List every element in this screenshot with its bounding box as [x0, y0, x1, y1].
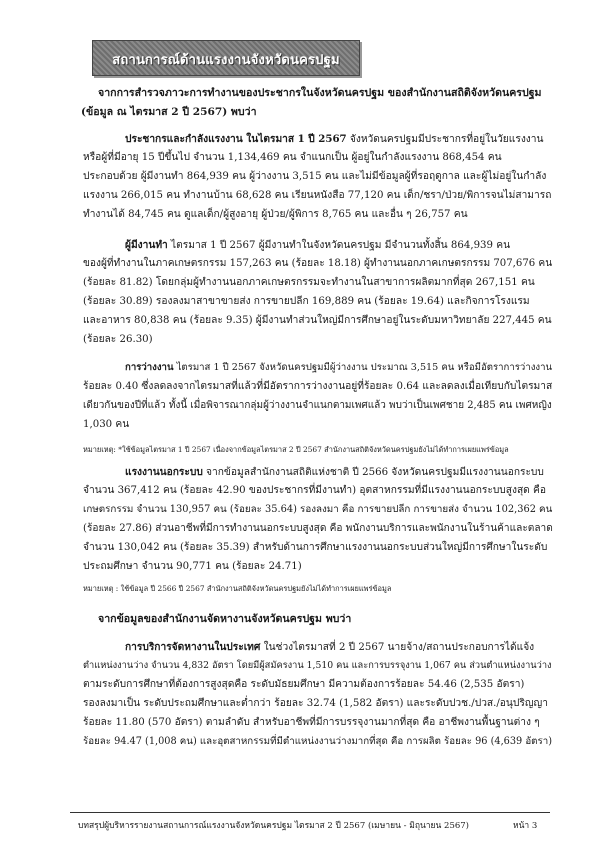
population-paragraph-line-5: ทำงานได้ 84,745 คน ดูแลเด็ก/ผู้สูงอายุ ผู้ป่วย/ผู้พิการ 8,765 คน และอื่น ๆ 26,757 คน [83, 209, 468, 220]
informal-labour-lead: แรงงานนอกระบบ [125, 466, 203, 478]
job-service-paragraph-line-6: ร้อยละ 94.47 (1,008 คน) และอุตสาหกรรมที่มีตำแหน่งงานว่างมากที่สุด คือ การผลิต ร้อยละ 96 (4,639 อัตรา) [83, 736, 552, 747]
informal-labour-paragraph-line-6: ประถมศึกษา จำนวน 90,771 คน (ร้อยละ 24.71) [83, 561, 302, 572]
page-number: หน้า 3 [513, 821, 538, 831]
employed-paragraph-line-1 [125, 235, 510, 256]
unemployment-paragraph-line-2: ร้อยละ 0.40 ซึ่งลดลงจากไตรมาสที่แล้วที่มีอัตราการว่างงานอยู่ที่ร้อยละ 0.64 และลดลงเมื่อเทียบกับไตรมาส [83, 381, 553, 392]
employed-paragraph-line-5: และอาหาร 80,838 คน (ร้อยละ 9.35) ผู้มีงานทำส่วนใหญ่มีการศึกษาอยู่ในระดับมหาวิทยาลัย 227,445 คน [83, 315, 552, 326]
population-l1-text: จังหวัดนครปฐมมีประชากรที่อยู่ในวัยแรงงาน [346, 134, 544, 145]
informal-labour-paragraph-line-3: เกษตรกรรม จำนวน 130,957 คน (ร้อยละ 35.64) รองลงมา คือ การขายปลีก การขายส่ง จำนวน 102,362 คน [83, 504, 553, 515]
informal-labour-paragraph-line-1 [125, 462, 544, 483]
footer-divider [70, 812, 550, 813]
banner-title: สถานการณ์ด้านแรงงานจังหวัดนครปฐม [112, 53, 340, 68]
footnote-informal-labour: หมายเหตุ : ใช้ข้อมูล ปี 2566 ปี 2567 สำนักงานสถิติจังหวัดนครปฐมยังไม่ได้ทำการเผยแพร่ข้อมูล [83, 584, 392, 593]
informal-labour-paragraph-line-5: จำนวน 130,042 คน (ร้อยละ 35.39) สำหรับด้านการศึกษาแรงงานนอกระบบส่วนใหญ่มีการศึกษาในระดับ [83, 542, 548, 553]
employed-paragraph-line-2: ของผู้ที่ทำงานในภาคเกษตรกรรม 157,263 คน (ร้อยละ 18.18) ผู้ทำงานนอกภาคเกษตรกรรม 707,676 คน [83, 258, 553, 269]
survey-heading-line-1: จากการสำรวจภาวะการทำงานของประชากรในจังหวัดนครปฐม ของสำนักงานสถิติจังหวัดนครปฐม [98, 87, 542, 99]
unemployment-paragraph-line-4: 1,030 คน [83, 419, 130, 430]
unemployment-lead: การว่างงาน [125, 362, 174, 373]
job-service-paragraph-line-2: ตำแหน่งงานว่าง จำนวน 4,832 อัตรา โดยมีผู้สมัครงาน 1,510 คน และการบรรจุงาน 1,067 คน ส่วนตำแหน่งงานว่าง [83, 660, 552, 671]
employed-paragraph-line-4: (ร้อยละ 30.89) รองลงมาสาขาขายส่ง การขายปลีก 169,889 คน (ร้อยละ 19.64) และกิจการโรงแรม [83, 296, 530, 307]
informal-labour-paragraph-line-4: (ร้อยละ 27.86) ส่วนอาชีพที่มีการทำงานนอกระบบสูงสุด คือ พนักงานบริการและพนักงานในร้านค้าและตลาด [83, 523, 553, 534]
employed-lead: ผู้มีงานทำ [125, 239, 168, 251]
section-banner [92, 40, 360, 76]
employed-paragraph-line-3: (ร้อยละ 81.82) โดยกลุ่มผู้ทำงานนอกภาคเกษตรกรรมจะทำงานในสาขาการผลิตมากที่สุด 267,151 คน [83, 277, 535, 288]
footer-text: บทสรุปผู้บริหารรายงานสถานการณ์แรงงานจังหวัดนครปฐม ไตรมาส 2 ปี 2567 (เมษายน - มิถุนายน 2567) [78, 821, 469, 831]
employment-office-heading: จากข้อมูลของสำนักงานจัดหางานจังหวัดนครปฐม พบว่า [98, 613, 352, 625]
job-service-lead: การบริการจัดหางานในประเทศ [125, 641, 261, 653]
population-paragraph-line-3: ประกอบด้วย ผู้มีงานทำ 864,939 คน ผู้ว่างงาน 3,515 คน และไม่มีข้อมูลผู้ที่รอฤดูกาล และผู้ไม่อยู่ในกำลัง [83, 171, 547, 182]
job-service-paragraph-line-4: รองลงมาเป็น ระดับประถมศึกษาและต่ำกว่า ร้อยละ 32.74 (1,582 อัตรา) และระดับปวช./ปวส./อนุปริญญา [83, 698, 548, 709]
employed-l1-text: ไตรมาส 1 ปี 2567 ผู้มีงานทำในจังหวัดนครปฐม มีจำนวนทั้งสิ้น 864,939 คน [167, 240, 511, 251]
survey-heading-line-2: (ข้อมูล ณ ไตรมาส 2 ปี 2567) พบว่า [81, 106, 257, 118]
unemployment-l1-text: ไตรมาส 1 ปี 2567 จังหวัดนครปฐมมีผู้ว่างงาน ประมาณ 3,515 คน หรือมีอัตราการว่างงาน [173, 362, 553, 373]
population-paragraph-line-4: แรงงาน 266,015 คน ทำงานบ้าน 68,628 คน เรียนหนังสือ 77,120 คน เด็ก/ชรา/ป่วย/พิการจนไม่สามารถ [83, 190, 552, 201]
population-paragraph-line-1 [125, 129, 543, 150]
job-service-paragraph-line-3: ตามระดับการศึกษาที่ต้องการสูงสุดคือ ระดับมัธยมศึกษา มีความต้องการร้อยละ 54.46 (2,535 อัตรา) [83, 679, 525, 690]
unemployment-paragraph-line-3: เดียวกันของปีที่แล้ว ทั้งนี้ เมื่อพิจารณากลุ่มผู้ว่างงานจำแนกตามเพศแล้ว พบว่าเป็นเพศชาย 2,485 คน เพศหญิง [83, 400, 552, 411]
job-service-paragraph-line-5: ร้อยละ 11.80 (570 อัตรา) ตามลำดับ สำหรับอาชีพที่มีการบรรจุงานมากที่สุด คือ อาชีพงานพื้นฐานต่าง ๆ [83, 717, 540, 728]
job-service-l1-text: ในช่วงไตรมาสที่ 2 ปี 2567 นายจ้าง/สถานประกอบการได้แจ้ง [260, 642, 535, 653]
employed-paragraph-line-6: (ร้อยละ 26.30) [83, 334, 153, 345]
informal-l1-text: จากข้อมูลสำนักงานสถิติแห่งชาติ ปี 2566 จังหวัดนครปฐมมีแรงงานนอกระบบ [202, 467, 544, 478]
job-service-paragraph-line-1 [125, 637, 534, 658]
population-lead: ประชากรและกำลังแรงงาน ในไตรมาส 1 ปี 2567 [125, 133, 347, 145]
footnote-unemployment: หมายเหตุ: *ใช้ข้อมูลไตรมาส 1 ปี 2567 เนื่องจากข้อมูลไตรมาส 2 ปี 2567 สำนักงานสถิติจังหวัดนครปฐมยังไม่ได้ทำการเผยแพร่ข้อมูล [83, 445, 509, 454]
population-paragraph-line-2: หรือผู้ที่มีอายุ 15 ปีขึ้นไป จำนวน 1,134,469 คน จำแนกเป็น ผู้อยู่ในกำลังแรงงาน 868,454 คน [83, 152, 502, 163]
informal-labour-paragraph-line-2: จำนวน 367,412 คน (ร้อยละ 42.90 ของประชากรที่มีงานทำ) อุตสาหกรรมที่มีแรงงานนอกระบบสูงสุด คือ [83, 485, 546, 496]
unemployment-paragraph-line-1 [125, 358, 552, 378]
